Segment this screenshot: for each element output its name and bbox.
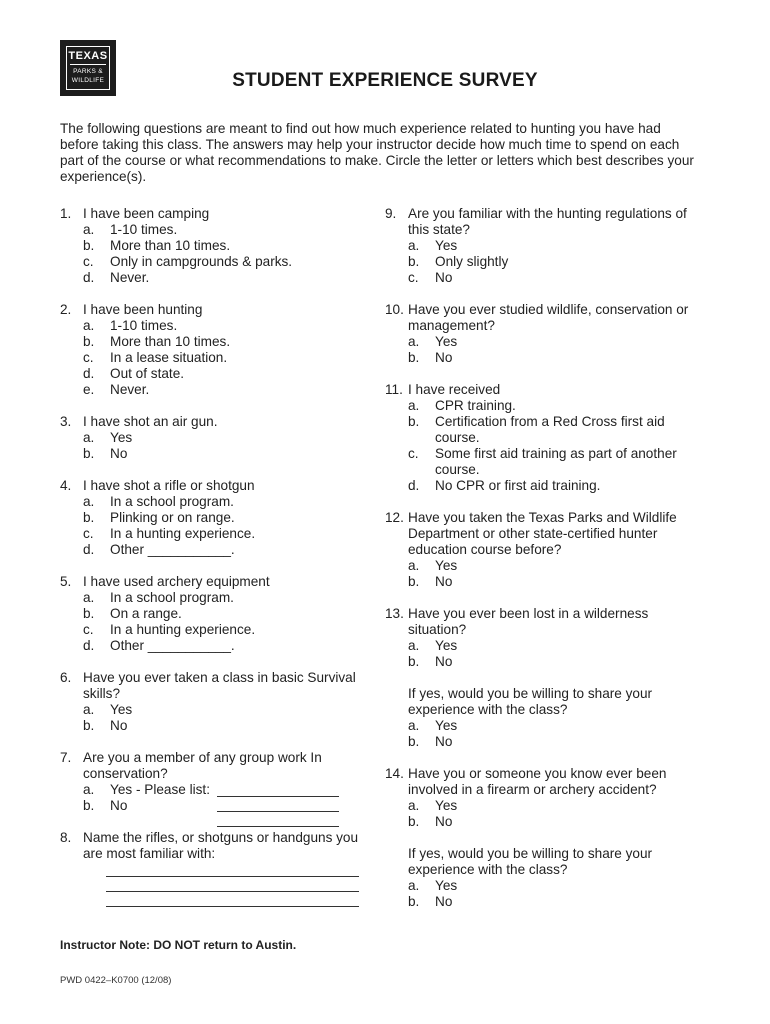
option-letter: b. [83, 510, 95, 525]
option-letter: c. [408, 270, 419, 285]
option-letter: e. [83, 382, 95, 397]
question-5 [60, 574, 360, 654]
answer-option[interactable] [408, 798, 705, 814]
option-text: Out of state. [110, 366, 185, 381]
option-text: No [110, 718, 128, 733]
question-number: 11. [385, 382, 403, 397]
answer-option[interactable] [83, 526, 360, 542]
question-8 [60, 830, 360, 907]
option-letter: d. [83, 638, 95, 653]
option-letter: a. [408, 238, 420, 253]
option-letter: a. [408, 878, 420, 893]
option-text: Never. [110, 270, 150, 285]
option-letter: a. [83, 222, 95, 237]
option-letter: b. [408, 350, 420, 365]
option-text: No CPR or first aid training. [435, 478, 601, 493]
option-text: Yes [435, 878, 458, 893]
option-text: Yes [435, 558, 458, 573]
logo-text-mid: PARKS & [73, 68, 103, 75]
question-text: I have been hunting [83, 302, 203, 317]
answer-option[interactable] [83, 254, 360, 270]
answer-option[interactable] [408, 254, 705, 270]
write-in-line[interactable] [217, 796, 339, 797]
option-letter: a. [408, 638, 420, 653]
right-question-column [385, 206, 705, 926]
option-text: More than 10 times. [110, 334, 231, 349]
option-text: Yes [435, 798, 458, 813]
option-letter: b. [83, 334, 95, 349]
option-text: Yes - Please list: [110, 782, 210, 797]
question-11 [385, 382, 705, 494]
option-text: In a lease situation. [110, 350, 228, 365]
option-letter: c. [83, 622, 94, 637]
answer-option[interactable] [83, 222, 360, 238]
question-number: 9. [385, 206, 397, 221]
option-letter: a. [408, 398, 420, 413]
question-number: 8. [60, 830, 72, 845]
option-letter: a. [83, 702, 95, 717]
answer-option[interactable] [83, 238, 360, 254]
answer-option[interactable] [83, 382, 360, 398]
answer-option[interactable] [83, 366, 360, 382]
option-text: Some first aid training as part of another course. [435, 446, 677, 477]
option-letter: b. [408, 654, 420, 669]
option-text: No [435, 734, 453, 749]
option-letter: c. [83, 254, 94, 269]
question-text: Have you ever taken a class in basic Survival skills? [83, 670, 356, 701]
option-letter: c. [83, 526, 94, 541]
option-letter: b. [408, 814, 420, 829]
option-text: No [110, 446, 128, 461]
question-7 [60, 750, 360, 814]
option-letter: d. [83, 542, 95, 557]
instructor-note: Instructor Note: DO NOT return to Austin. [60, 938, 297, 952]
question-number: 14. [385, 766, 404, 781]
question-number: 1. [60, 206, 72, 221]
intro-paragraph: The following questions are meant to find out how much experience related to hunting you have had before taking this class. The answers may help your instructor decide how much time to spend on each part of the course or what recommendations to make. Circle the letter or letters which best describes your experience(s). [60, 121, 694, 184]
logo-text-top: TEXAS [68, 50, 108, 62]
answer-option[interactable] [408, 878, 705, 894]
option-text: CPR training. [435, 398, 516, 413]
question-number: 4. [60, 478, 72, 493]
answer-line[interactable] [106, 862, 359, 877]
question-text: Have you ever studied wildlife, conservation or management? [408, 302, 689, 333]
page-title: STUDENT EXPERIENCE SURVEY [232, 70, 538, 91]
answer-option[interactable] [408, 894, 705, 910]
option-text: Yes [435, 638, 458, 653]
option-text: 1-10 times. [110, 222, 178, 237]
option-text: No [435, 654, 453, 669]
option-text: In a school program. [110, 590, 234, 605]
left-question-column [60, 206, 360, 923]
option-letter: b. [408, 734, 420, 749]
answer-option[interactable] [408, 718, 705, 734]
answer-option[interactable] [83, 542, 360, 558]
option-text: Other ___________. [110, 638, 235, 653]
option-letter: a. [408, 334, 420, 349]
question-text: Have you or someone you know ever been involved in a firearm or archery accident? [408, 766, 667, 797]
option-text: No [435, 270, 453, 285]
followup-question: If yes, would you be willing to share your experience with the class? [408, 846, 653, 877]
option-letter: a. [83, 782, 95, 797]
logo-divider [70, 64, 106, 65]
answer-option[interactable] [408, 654, 705, 670]
answer-option[interactable] [83, 318, 360, 334]
answer-option[interactable] [408, 446, 705, 478]
option-letter: b. [408, 254, 420, 269]
answer-option[interactable] [408, 814, 705, 830]
answer-option[interactable] [408, 414, 705, 446]
form-number: PWD 0422–K0700 (12/08) [60, 975, 172, 986]
answer-option[interactable] [408, 398, 705, 414]
question-number: 5. [60, 574, 72, 589]
option-letter: a. [408, 798, 420, 813]
question-1 [60, 206, 360, 286]
option-letter: b. [83, 718, 95, 733]
question-text: Are you familiar with the hunting regulations of this state? [408, 206, 687, 237]
question-text: Have you taken the Texas Parks and Wildlife Department or other state-certified hunter education course before? [408, 510, 677, 557]
option-letter: d. [83, 270, 95, 285]
option-letter: a. [83, 590, 95, 605]
answer-option[interactable] [83, 270, 360, 286]
option-letter: b. [83, 238, 95, 253]
option-text: Yes [435, 718, 458, 733]
answer-option[interactable] [408, 270, 705, 286]
question-text: Have you ever been lost in a wilderness situation? [408, 606, 649, 637]
question-number: 7. [60, 750, 72, 765]
question-text: I have shot a rifle or shotgun [83, 478, 255, 493]
question-number: 2. [60, 302, 72, 317]
logo-text-bottom: WILDLIFE [71, 77, 105, 84]
answer-option[interactable] [83, 510, 360, 526]
answer-option[interactable] [83, 702, 360, 718]
question-number: 12. [385, 510, 404, 525]
option-text: No [435, 814, 453, 829]
option-text: In a hunting experience. [110, 622, 256, 637]
question-2 [60, 302, 360, 398]
option-text: Yes [435, 238, 458, 253]
answer-option[interactable] [83, 638, 360, 654]
option-text: Yes [110, 430, 133, 445]
question-6 [60, 670, 360, 734]
option-letter: a. [408, 718, 420, 733]
question-number: 10. [385, 302, 404, 317]
question-number: 3. [60, 414, 72, 429]
question-4 [60, 478, 360, 558]
question-text: I have received [408, 382, 501, 397]
option-text: Yes [110, 702, 133, 717]
option-text: No [435, 894, 453, 909]
option-text: Only in campgrounds & parks. [110, 254, 293, 269]
option-text: In a hunting experience. [110, 526, 256, 541]
option-text: Certification from a Red Cross first aid course. [435, 414, 665, 445]
option-text: Never. [110, 382, 150, 397]
question-12 [385, 510, 705, 590]
option-text: In a school program. [110, 494, 234, 509]
followup-question: If yes, would you be willing to share your experience with the class? [408, 686, 653, 717]
answer-option[interactable] [83, 590, 360, 606]
option-text: No [435, 574, 453, 589]
question-13 [385, 606, 705, 750]
answer-option[interactable] [83, 606, 360, 622]
option-text: More than 10 times. [110, 238, 231, 253]
option-letter: b. [83, 798, 95, 813]
answer-option[interactable] [83, 350, 360, 366]
question-number: 6. [60, 670, 72, 685]
answer-option[interactable] [408, 638, 705, 654]
answer-option[interactable] [408, 334, 705, 350]
answer-option[interactable] [408, 350, 705, 366]
option-text: No [435, 350, 453, 365]
option-letter: c. [408, 446, 419, 461]
option-text: Plinking or on range. [110, 510, 235, 525]
question-10 [385, 302, 705, 366]
option-text: 1-10 times. [110, 318, 178, 333]
option-text: No [110, 798, 128, 813]
question-14 [385, 766, 705, 910]
answer-option[interactable] [408, 734, 705, 750]
option-letter: d. [408, 478, 420, 493]
answer-option[interactable] [408, 558, 705, 574]
option-letter: c. [83, 350, 94, 365]
option-letter: b. [408, 414, 420, 429]
answer-option[interactable] [83, 446, 360, 462]
question-text: I have shot an air gun. [83, 414, 218, 429]
option-letter: b. [408, 574, 420, 589]
question-text: I have used archery equipment [83, 574, 270, 589]
option-letter: d. [83, 366, 95, 381]
answer-option[interactable] [83, 430, 360, 446]
option-text: Only slightly [435, 254, 509, 269]
option-text: On a range. [110, 606, 182, 621]
question-9 [385, 206, 705, 286]
question-number: 13. [385, 606, 404, 621]
write-in-line[interactable] [217, 811, 339, 812]
answer-line[interactable] [106, 877, 359, 892]
option-text: Other ___________. [110, 542, 235, 557]
option-letter: a. [83, 318, 95, 333]
write-in-line[interactable] [217, 826, 339, 827]
answer-option[interactable] [83, 494, 360, 510]
answer-line[interactable] [106, 892, 359, 907]
option-letter: a. [83, 430, 95, 445]
answer-option[interactable] [83, 718, 360, 734]
question-3 [60, 414, 360, 462]
option-letter: a. [408, 558, 420, 573]
option-letter: a. [83, 494, 95, 509]
answer-option[interactable] [408, 238, 705, 254]
answer-option[interactable] [408, 478, 705, 494]
option-text: Yes [435, 334, 458, 349]
answer-option[interactable] [408, 574, 705, 590]
answer-option[interactable] [83, 622, 360, 638]
question-text: I have been camping [83, 206, 210, 221]
option-letter: b. [408, 894, 420, 909]
option-letter: b. [83, 606, 95, 621]
answer-option[interactable] [83, 334, 360, 350]
option-letter: b. [83, 446, 95, 461]
question-text: Are you a member of any group work In conservation? [83, 750, 322, 781]
question-text: Name the rifles, or shotguns or handguns you are most familiar with: [83, 830, 359, 861]
